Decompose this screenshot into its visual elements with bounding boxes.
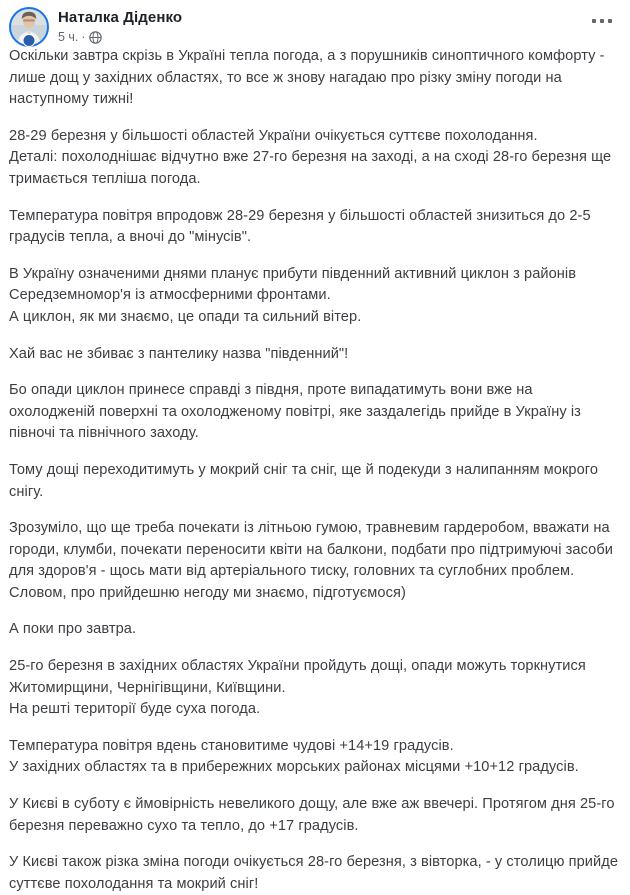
post-line: Деталі: похолоднішає відчутно вже 27-го березня на заході, а на сході 28-го березня ще тримається тепліша погода. — [9, 149, 612, 187]
post-paragraph — [9, 126, 620, 191]
post-paragraph — [9, 264, 620, 329]
post-paragraph — [9, 380, 620, 445]
meta-separator: · — [81, 30, 86, 44]
post-line: А циклон, як ми знаємо, це опади та сильний вітер. — [9, 308, 362, 325]
post-line: Температура повітря впродовж 28-29 березня у більшості областей знизиться до 2-5 градусів тепла, а вночі до "мінусів". — [9, 207, 591, 246]
post-header-text — [58, 7, 182, 45]
post-body — [0, 46, 630, 895]
post-paragraph — [9, 206, 620, 249]
post-line: Бо опади циклон принесе справді з півдня, проте випадатимуть вони вже на охолодженій поверхні та охолодженому повітрі, яке заздалегідь прийде в Україну із півночі та північного заходу. — [9, 382, 581, 442]
ellipsis-dot — [592, 19, 596, 23]
post-paragraph — [9, 46, 620, 111]
post-paragraph — [9, 852, 620, 895]
post-line: У Києві в суботу є ймовірність невеликого дощу, але вже аж ввечері. Протягом дня 25-го березня переважно сухо та тепло, до +17 градусів. — [9, 796, 615, 834]
post-line: У західних областях та в прибережних морських районах місцями +10+12 градусів. — [9, 759, 579, 776]
post-paragraph — [9, 736, 620, 779]
post-line: Тому дощі переходитимуть у мокрий сніг та сніг, ще й подекуди з налипанням мокрого снігу. — [9, 461, 599, 500]
post-line: Хай вас не збиває з пантелику назва "південний"! — [9, 345, 349, 362]
post-paragraph — [9, 344, 620, 366]
post-line: У Києві також різка зміна погоди очікується 28-го березня, з вівторка, - у столицю прийде суттєве похолодання та мокрий сніг! — [9, 854, 619, 892]
post-paragraph — [9, 460, 620, 503]
avatar[interactable] — [9, 7, 49, 47]
post-options-menu-button[interactable] — [592, 19, 612, 23]
post-paragraph — [9, 518, 620, 604]
post-paragraph — [9, 619, 620, 641]
post-line: Оскільки завтра скрізь в Україні тепла погода, а з порушників синоптичного комфорту - лише дощ у західних областях, то все ж знову нагадаю про різку зміну погоди на наступному тижні! — [9, 48, 605, 108]
post-line: Температура повітря вдень становитиме чудові +14+19 градусів. — [9, 737, 454, 754]
globe-icon[interactable] — [89, 31, 102, 44]
post-meta — [58, 29, 182, 45]
author-name[interactable]: Наталка Діденко — [58, 9, 183, 26]
post-header — [0, 0, 630, 46]
post-timestamp[interactable]: 5 ч. — [58, 30, 79, 44]
post-line: 28-29 березня у більшості областей України очікується суттєве похолодання. — [9, 127, 538, 144]
ellipsis-dot — [608, 19, 612, 23]
post-line: На решті території буде суха погода. — [9, 701, 261, 718]
post-line: Зрозуміло, що ще треба почекати із літньою гумою, травневим гардеробом, вважати на городи, клумби, почекати переносити квіти на балкони, подбати про підтримуючі засоби для здоров'я - щось мати від артеріального тиску, головних та суглобних проблем. — [9, 520, 613, 580]
post-paragraph — [9, 656, 620, 721]
post-line: 25-го березня в західних областях України пройдуть дощі, опади можуть торкнутися Житомирщини, Чернігівщини, Київщини. — [9, 658, 586, 696]
avatar-story-badge — [23, 34, 36, 47]
ellipsis-dot — [600, 19, 604, 23]
post-line: Словом, про прийдешню негоду ми знаємо, підготуємося) — [9, 584, 406, 601]
post-line: А поки про завтра. — [9, 621, 137, 638]
post-paragraph — [9, 794, 620, 837]
post-line: В Україну означеними днями планує прибути південний активний циклон з районів Середземномор'я із атмосферними фронтами. — [9, 265, 577, 304]
